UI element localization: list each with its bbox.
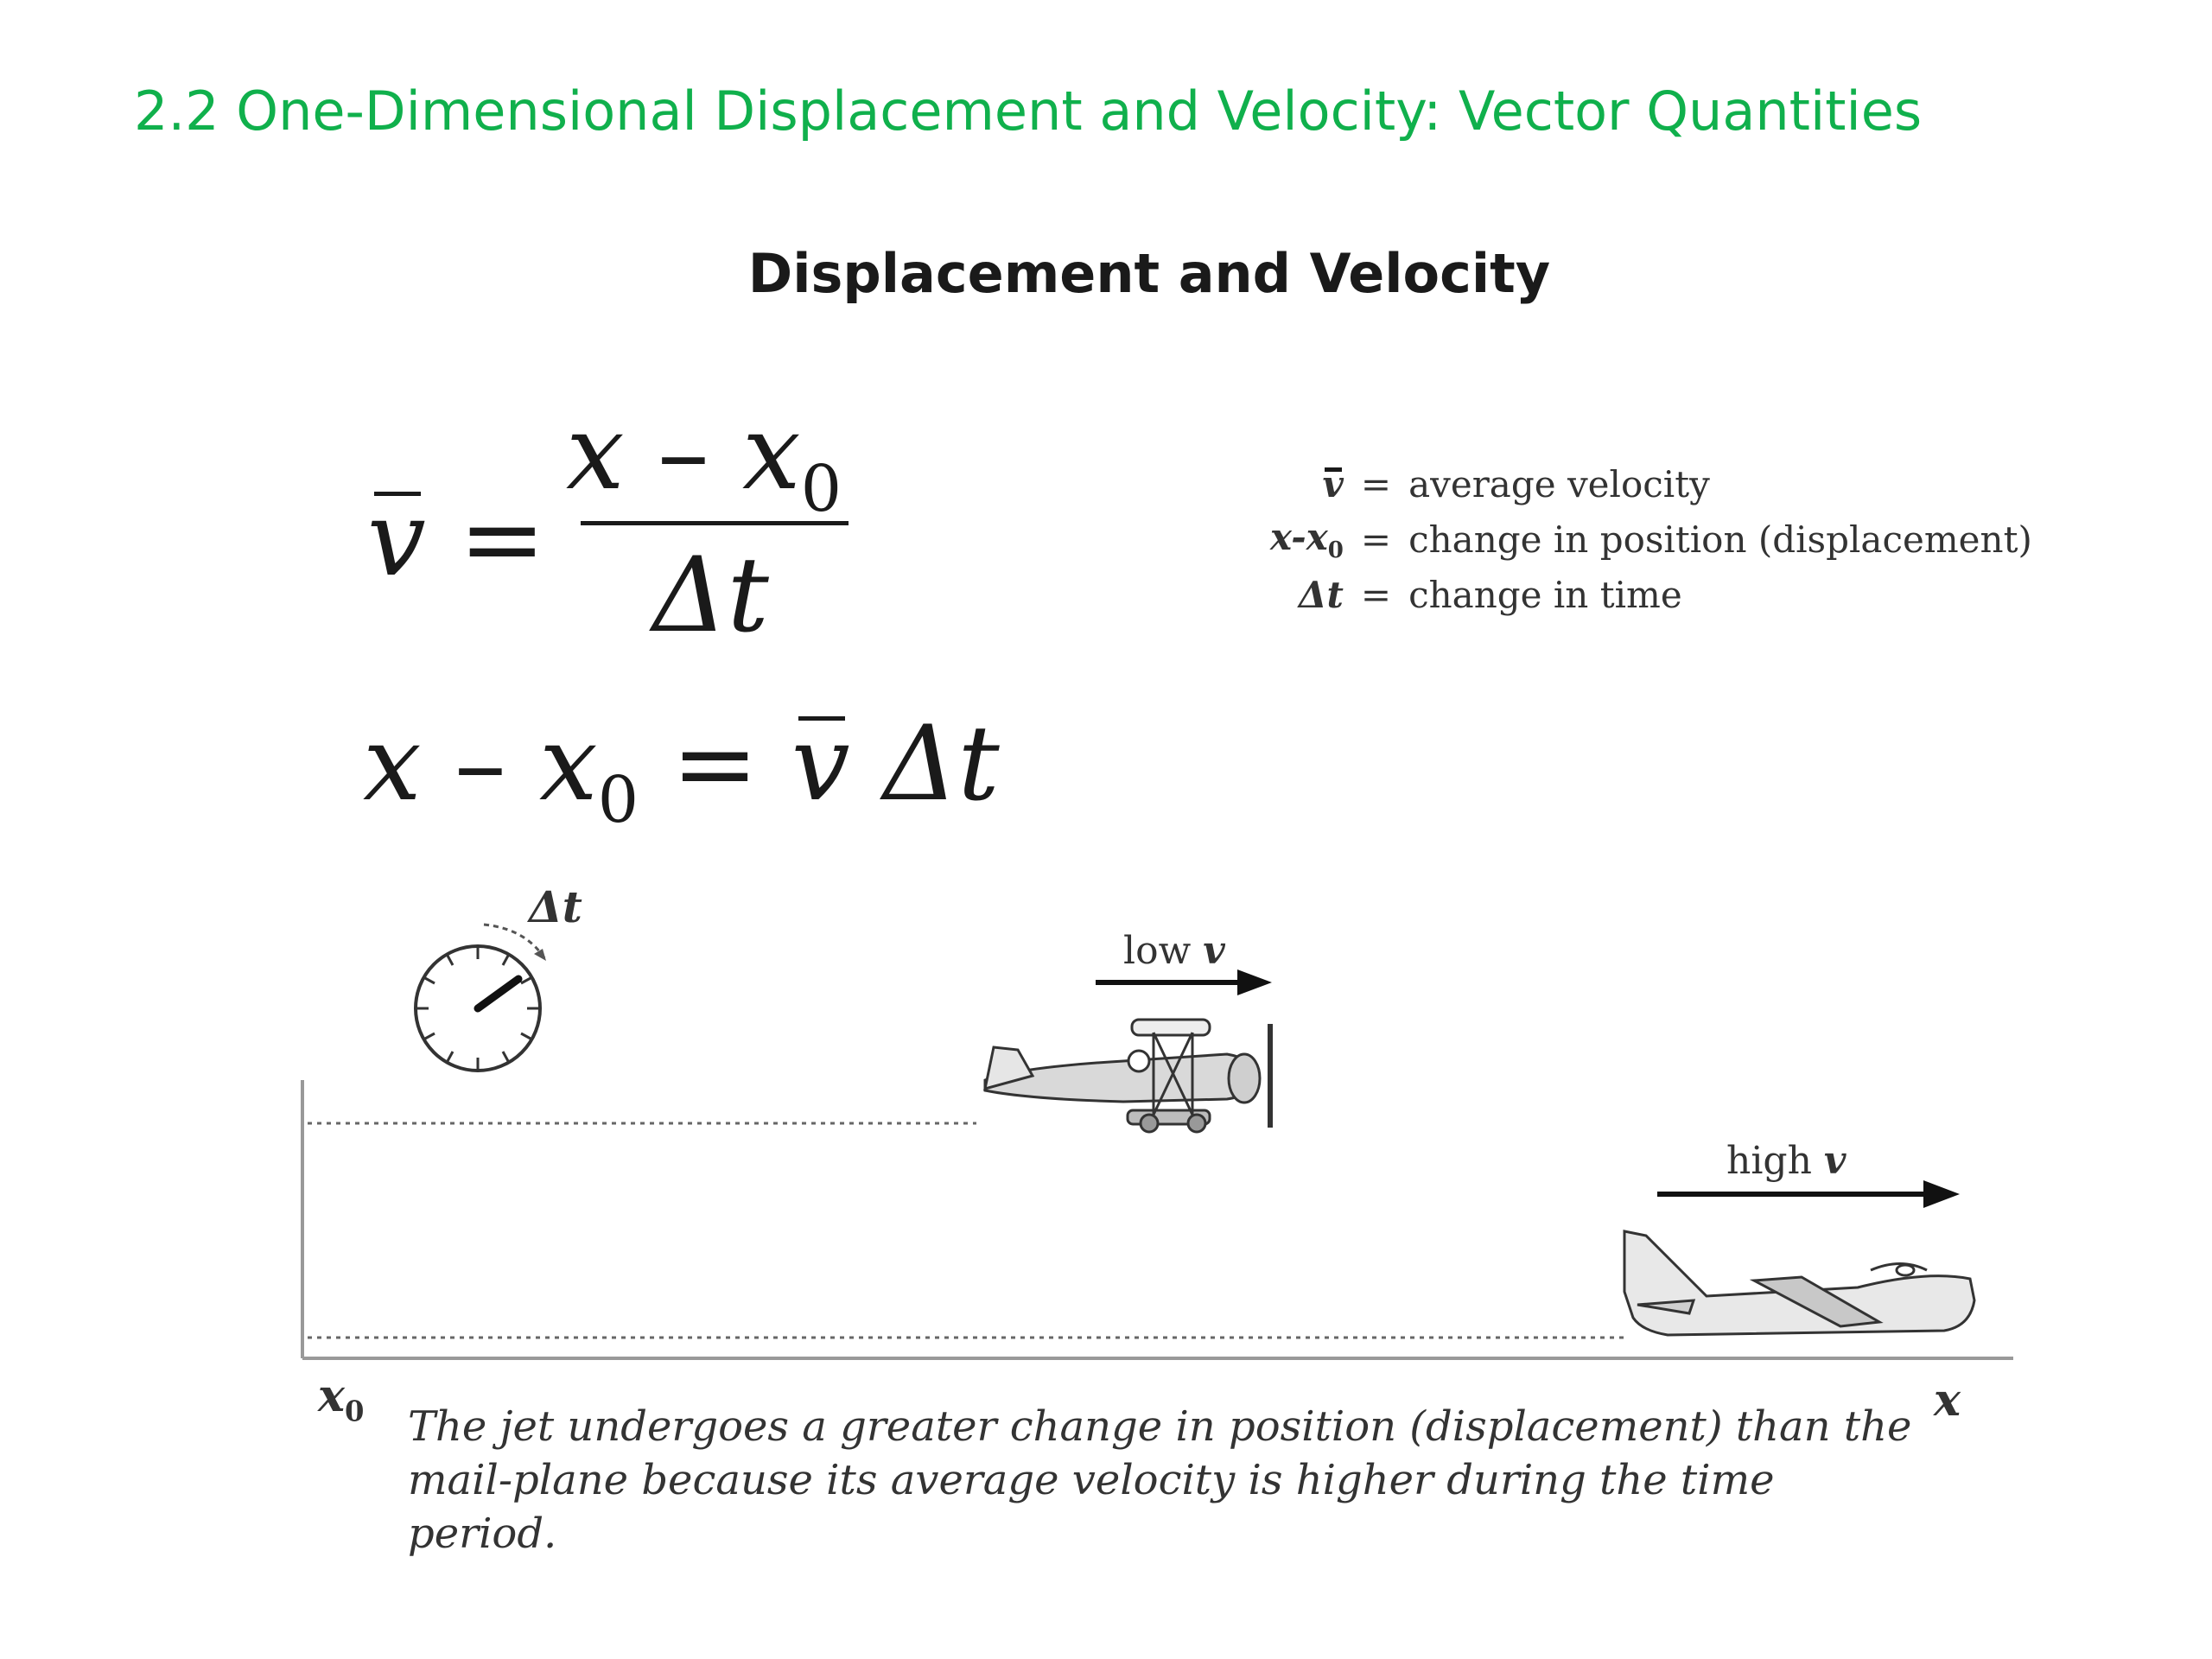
slide-title: 2.2 One-Dimensional Displacement and Velocity: Vector Quantities <box>134 79 1923 143</box>
equals-sign: = <box>671 704 759 824</box>
legend-equals: = <box>1360 463 1392 505</box>
equals-sign: = <box>458 480 546 600</box>
legend-equals: = <box>1360 574 1392 617</box>
delta-t-symbol: Δt <box>882 704 1000 824</box>
legend-meaning: change in time <box>1408 574 1682 617</box>
minus-sign: – <box>657 393 709 513</box>
stopwatch-delta-t-label: Δt <box>529 881 582 932</box>
x0-symbol: $x_0$ <box>742 393 842 527</box>
x0-symbol: $x_0$ <box>539 704 639 838</box>
v-bar-symbol: v <box>791 704 850 824</box>
figure-title: Displacement and Velocity <box>747 242 1551 305</box>
stopwatch-icon <box>416 925 546 1071</box>
legend-meaning: change in position (displacement) <box>1408 518 2032 562</box>
legend-symbol: x-x <box>1270 516 1328 558</box>
jet-icon <box>1624 1231 1974 1335</box>
high-v-label: high v <box>1726 1139 1847 1183</box>
minus-sign: – <box>454 704 506 824</box>
biplane-icon <box>985 1020 1270 1132</box>
legend-symbol: Δt <box>1298 574 1344 617</box>
low-v-label: low v <box>1123 929 1225 973</box>
legend-symbol-sub: 0 <box>1327 537 1344 564</box>
x-symbol: x <box>566 393 625 513</box>
v-bar-symbol: v <box>367 480 426 600</box>
axis-start-label: $x_0$ <box>318 1370 365 1428</box>
legend-meaning: average velocity <box>1408 463 1710 505</box>
legend-equals: = <box>1360 518 1392 562</box>
equation-denominator: Δt <box>652 536 769 656</box>
figure-caption: The jet undergoes a greater change in position (displacement) than the mail-plane because its average velocity is higher during the time period. <box>408 1402 1912 1558</box>
x-symbol: x <box>363 704 422 824</box>
arrow-right-icon <box>1657 1180 1960 1208</box>
axis-end-label: x <box>1934 1374 1961 1427</box>
arrow-right-icon <box>1096 969 1272 995</box>
legend-symbol: v <box>1322 463 1344 505</box>
